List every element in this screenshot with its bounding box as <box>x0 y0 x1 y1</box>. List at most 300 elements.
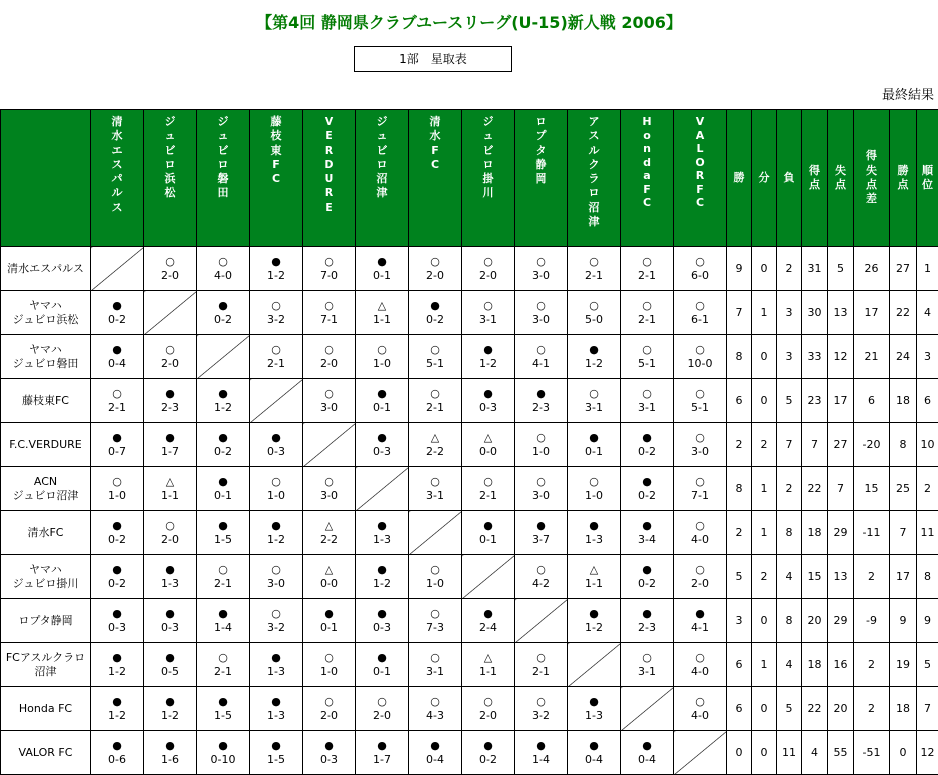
result-mark: ● <box>91 606 143 621</box>
stat-cell: 21 <box>854 335 890 379</box>
stat-cell: 12 <box>917 731 938 775</box>
result-cell <box>409 247 462 291</box>
result-mark: ● <box>144 562 196 577</box>
result-mark: ● <box>621 606 673 621</box>
header-corner <box>1 110 91 247</box>
result-score: 1-6 <box>144 753 196 767</box>
stat-cell: 1 <box>752 511 777 555</box>
stat-cell: 15 <box>802 555 828 599</box>
result-mark: ○ <box>621 650 673 665</box>
result-cell <box>568 555 621 599</box>
stat-cell: 6 <box>727 379 752 423</box>
table-row <box>1 379 938 423</box>
stat-cell: 22 <box>802 687 828 731</box>
result-mark: ○ <box>303 342 355 357</box>
result-score: 1-5 <box>197 709 249 723</box>
result-cell <box>303 467 356 511</box>
stat-cell: 3 <box>777 291 802 335</box>
header-opponent-label: ジュビロ浜松 <box>164 115 176 201</box>
result-score: 2-1 <box>568 269 620 283</box>
result-score: 2-2 <box>409 445 461 459</box>
result-mark: ● <box>91 738 143 753</box>
result-cell <box>674 687 727 731</box>
stat-cell: 7 <box>890 511 917 555</box>
result-score: 1-2 <box>250 533 302 547</box>
stat-cell: 15 <box>854 467 890 511</box>
result-score: 3-0 <box>674 445 726 459</box>
result-mark: ● <box>250 430 302 445</box>
result-score: 1-3 <box>568 709 620 723</box>
result-mark: ○ <box>515 342 567 357</box>
header-stat-3 <box>777 110 802 247</box>
result-cell <box>250 291 303 335</box>
result-score: 3-0 <box>303 401 355 415</box>
result-mark: ● <box>197 474 249 489</box>
result-mark: ○ <box>621 386 673 401</box>
result-cell <box>674 555 727 599</box>
stat-cell: 1 <box>752 643 777 687</box>
result-score: 2-0 <box>303 357 355 371</box>
result-mark: ● <box>515 518 567 533</box>
result-cell <box>144 511 197 555</box>
stat-cell: 4 <box>917 291 938 335</box>
result-mark: ○ <box>621 298 673 313</box>
result-score: 0-4 <box>568 753 620 767</box>
result-mark: ● <box>621 562 673 577</box>
result-score: 1-0 <box>568 489 620 503</box>
result-mark: ○ <box>303 298 355 313</box>
result-cell <box>674 511 727 555</box>
result-mark: ○ <box>674 694 726 709</box>
result-cell <box>303 511 356 555</box>
result-score: 7-1 <box>303 313 355 327</box>
stat-cell: 5 <box>777 379 802 423</box>
self-match-cell <box>621 687 674 731</box>
stat-cell: 8 <box>727 467 752 511</box>
result-mark: ● <box>462 738 514 753</box>
result-cell <box>303 291 356 335</box>
result-score: 3-1 <box>409 489 461 503</box>
result-mark: ○ <box>250 298 302 313</box>
stat-cell: 5 <box>727 555 752 599</box>
result-cell <box>515 379 568 423</box>
result-mark: ● <box>197 606 249 621</box>
result-cell <box>197 291 250 335</box>
result-mark: ● <box>197 738 249 753</box>
header-stat-label: 得失点差 <box>866 149 878 206</box>
result-cell <box>515 555 568 599</box>
stat-cell: 8 <box>917 555 938 599</box>
result-score: 1-2 <box>356 577 408 591</box>
stat-cell: 4 <box>777 555 802 599</box>
result-score: 0-2 <box>462 753 514 767</box>
result-cell <box>197 687 250 731</box>
result-mark: ● <box>144 430 196 445</box>
result-mark: ● <box>356 430 408 445</box>
result-mark: ● <box>303 738 355 753</box>
table-row <box>1 687 938 731</box>
result-cell <box>250 247 303 291</box>
result-score: 1-7 <box>144 445 196 459</box>
result-score: 1-2 <box>568 357 620 371</box>
result-cell <box>674 423 727 467</box>
result-cell <box>568 379 621 423</box>
header-stat-2 <box>752 110 777 247</box>
result-mark: ● <box>250 694 302 709</box>
result-score: 0-1 <box>568 445 620 459</box>
result-score: 4-0 <box>197 269 249 283</box>
team-name-line: 沼津 <box>3 665 88 679</box>
table-row <box>1 335 938 379</box>
result-cell <box>250 687 303 731</box>
result-score: 2-0 <box>144 269 196 283</box>
result-score: 3-2 <box>250 621 302 635</box>
header-opponent-label: ジュビロ掛川 <box>482 115 494 201</box>
result-mark: ● <box>197 518 249 533</box>
stat-cell: 1 <box>917 247 938 291</box>
result-mark: ● <box>356 606 408 621</box>
team-name-cell <box>1 643 91 687</box>
result-cell <box>409 335 462 379</box>
result-score: 3-1 <box>621 665 673 679</box>
result-mark: ● <box>621 738 673 753</box>
result-cell <box>356 247 409 291</box>
table-row <box>1 643 938 687</box>
result-score: 2-0 <box>409 269 461 283</box>
team-name-line: ヤマハ <box>3 299 88 313</box>
result-cell <box>515 423 568 467</box>
result-score: 1-1 <box>356 313 408 327</box>
result-cell <box>674 467 727 511</box>
header-opponent-9 <box>515 110 568 247</box>
result-score: 1-4 <box>515 753 567 767</box>
result-mark: ● <box>303 606 355 621</box>
team-name-line: ジュビロ掛川 <box>3 577 88 591</box>
result-score: 1-1 <box>462 665 514 679</box>
result-mark: ○ <box>409 650 461 665</box>
result-cell <box>356 335 409 379</box>
stat-cell: 0 <box>752 335 777 379</box>
header-stat-1 <box>727 110 752 247</box>
result-cell <box>515 643 568 687</box>
result-cell <box>144 555 197 599</box>
header-opponent-2 <box>144 110 197 247</box>
stat-cell: 19 <box>890 643 917 687</box>
result-mark: ○ <box>409 342 461 357</box>
result-cell <box>303 247 356 291</box>
stat-cell: 2 <box>727 511 752 555</box>
self-match-cell <box>409 511 462 555</box>
result-score: 1-2 <box>462 357 514 371</box>
result-mark: ○ <box>462 298 514 313</box>
result-score: 0-6 <box>91 753 143 767</box>
result-score: 2-1 <box>250 357 302 371</box>
result-cell <box>462 291 515 335</box>
result-cell <box>568 291 621 335</box>
result-mark: ● <box>462 518 514 533</box>
result-score: 0-2 <box>91 577 143 591</box>
result-cell <box>515 687 568 731</box>
stat-cell: 17 <box>828 379 854 423</box>
result-cell <box>356 687 409 731</box>
result-mark: ● <box>250 518 302 533</box>
header-opponent-label: アスルクラロ沼津 <box>588 115 600 229</box>
result-score: 1-5 <box>250 753 302 767</box>
result-score: 1-1 <box>568 577 620 591</box>
result-score: 0-1 <box>303 621 355 635</box>
result-mark: ○ <box>409 386 461 401</box>
result-cell <box>515 511 568 555</box>
team-name-cell <box>1 511 91 555</box>
result-mark: ● <box>356 738 408 753</box>
result-cell <box>621 599 674 643</box>
team-name-line: ジュビロ磐田 <box>3 357 88 371</box>
result-score: 0-3 <box>356 445 408 459</box>
header-stat-4 <box>802 110 828 247</box>
result-score: 0-0 <box>303 577 355 591</box>
team-name-line: Honda FC <box>3 702 88 716</box>
standings-table <box>0 109 938 775</box>
team-name-line: ジュビロ浜松 <box>3 313 88 327</box>
result-score: 4-2 <box>515 577 567 591</box>
result-cell <box>91 423 144 467</box>
result-mark: △ <box>462 430 514 445</box>
result-mark: ○ <box>303 694 355 709</box>
stat-cell: 3 <box>727 599 752 643</box>
result-cell <box>674 599 727 643</box>
result-score: 3-0 <box>515 313 567 327</box>
result-mark: ● <box>568 342 620 357</box>
result-cell <box>409 599 462 643</box>
result-cell <box>621 335 674 379</box>
stat-cell: 6 <box>917 379 938 423</box>
result-score: 6-0 <box>674 269 726 283</box>
result-score: 0-3 <box>303 753 355 767</box>
team-name-line: F.C.VERDURE <box>3 438 88 452</box>
result-cell <box>568 247 621 291</box>
result-score: 1-0 <box>303 665 355 679</box>
result-mark: ○ <box>462 694 514 709</box>
result-cell <box>197 599 250 643</box>
result-mark: ● <box>356 518 408 533</box>
result-score: 2-1 <box>621 269 673 283</box>
stat-cell: 2 <box>854 687 890 731</box>
result-score: 3-0 <box>515 269 567 283</box>
result-mark: ● <box>91 562 143 577</box>
result-cell <box>621 291 674 335</box>
result-score: 1-3 <box>250 665 302 679</box>
result-cell <box>462 379 515 423</box>
result-mark: ○ <box>621 342 673 357</box>
result-mark: ○ <box>674 562 726 577</box>
result-score: 0-2 <box>409 313 461 327</box>
result-mark: ○ <box>197 650 249 665</box>
stat-cell: 27 <box>890 247 917 291</box>
stat-cell: -20 <box>854 423 890 467</box>
result-mark: ○ <box>144 254 196 269</box>
result-cell <box>91 687 144 731</box>
result-score: 4-0 <box>674 533 726 547</box>
result-score: 2-0 <box>303 709 355 723</box>
result-score: 2-1 <box>409 401 461 415</box>
result-cell <box>91 555 144 599</box>
result-mark: ● <box>197 298 249 313</box>
result-score: 0-3 <box>250 445 302 459</box>
result-cell <box>409 643 462 687</box>
stat-cell: 30 <box>802 291 828 335</box>
header-opponent-6 <box>356 110 409 247</box>
result-cell <box>356 599 409 643</box>
header-stat-label: 順位 <box>922 164 934 193</box>
result-score: 1-3 <box>250 709 302 723</box>
result-mark: ○ <box>568 474 620 489</box>
result-score: 4-0 <box>674 665 726 679</box>
result-cell <box>462 423 515 467</box>
header-stat-8 <box>917 110 938 247</box>
result-cell <box>144 599 197 643</box>
result-cell <box>356 555 409 599</box>
result-mark: ● <box>568 606 620 621</box>
stat-cell: 29 <box>828 511 854 555</box>
result-cell <box>515 291 568 335</box>
table-row <box>1 555 938 599</box>
result-score: 3-1 <box>568 401 620 415</box>
header-opponent-10 <box>568 110 621 247</box>
result-cell <box>356 379 409 423</box>
result-score: 1-2 <box>144 709 196 723</box>
result-mark: ○ <box>409 474 461 489</box>
result-mark: ● <box>91 650 143 665</box>
header-opponent-11 <box>621 110 674 247</box>
result-mark: ○ <box>356 694 408 709</box>
stat-cell: 7 <box>777 423 802 467</box>
result-score: 0-1 <box>356 401 408 415</box>
header-stat-label: 勝 <box>733 171 745 185</box>
result-score: 3-1 <box>409 665 461 679</box>
result-score: 1-2 <box>91 709 143 723</box>
result-mark: ○ <box>568 254 620 269</box>
subtitle-box: 1部 星取表 <box>354 46 512 72</box>
result-score: 0-2 <box>91 313 143 327</box>
result-score: 3-4 <box>621 533 673 547</box>
stat-cell: 55 <box>828 731 854 775</box>
result-mark: ● <box>144 386 196 401</box>
team-name-cell <box>1 423 91 467</box>
stat-cell: -9 <box>854 599 890 643</box>
self-match-cell <box>91 247 144 291</box>
stat-cell: 1 <box>752 467 777 511</box>
result-mark: ○ <box>674 298 726 313</box>
result-cell <box>462 511 515 555</box>
table-row <box>1 467 938 511</box>
result-score: 3-0 <box>303 489 355 503</box>
stat-cell: 1 <box>752 291 777 335</box>
result-mark: △ <box>144 474 196 489</box>
result-cell <box>91 291 144 335</box>
stat-cell: 22 <box>890 291 917 335</box>
stat-cell: 7 <box>727 291 752 335</box>
result-score: 0-1 <box>462 533 514 547</box>
result-score: 3-7 <box>515 533 567 547</box>
result-score: 1-4 <box>197 621 249 635</box>
result-score: 2-0 <box>462 269 514 283</box>
result-mark: ○ <box>515 694 567 709</box>
header-stat-7 <box>890 110 917 247</box>
result-cell <box>409 687 462 731</box>
stat-cell: 10 <box>917 423 938 467</box>
result-score: 0-10 <box>197 753 249 767</box>
stat-cell: 18 <box>890 379 917 423</box>
stat-cell: 11 <box>917 511 938 555</box>
result-score: 1-1 <box>144 489 196 503</box>
result-score: 0-2 <box>91 533 143 547</box>
result-mark: ● <box>674 606 726 621</box>
result-score: 5-1 <box>621 357 673 371</box>
team-name-line: ヤマハ <box>3 563 88 577</box>
stat-cell: 6 <box>727 643 752 687</box>
result-cell <box>356 423 409 467</box>
result-score: 0-2 <box>197 445 249 459</box>
result-score: 2-0 <box>462 709 514 723</box>
team-name-line: ACN <box>3 475 88 489</box>
result-score: 0-0 <box>462 445 514 459</box>
result-mark: ● <box>250 650 302 665</box>
result-cell <box>356 291 409 335</box>
result-score: 1-2 <box>250 269 302 283</box>
result-mark: ○ <box>356 342 408 357</box>
result-mark: ● <box>462 606 514 621</box>
result-cell <box>409 423 462 467</box>
stat-cell: 0 <box>752 379 777 423</box>
result-cell <box>144 379 197 423</box>
stat-cell: 4 <box>777 643 802 687</box>
stat-cell: 4 <box>802 731 828 775</box>
stat-cell: 26 <box>854 247 890 291</box>
result-mark: △ <box>409 430 461 445</box>
result-score: 0-7 <box>91 445 143 459</box>
result-mark: ○ <box>515 430 567 445</box>
result-score: 2-4 <box>462 621 514 635</box>
self-match-cell <box>197 335 250 379</box>
header-stat-label: 分 <box>758 171 770 185</box>
result-mark: ● <box>91 518 143 533</box>
result-cell <box>356 643 409 687</box>
stat-cell: 31 <box>802 247 828 291</box>
result-score: 0-3 <box>462 401 514 415</box>
result-score: 1-5 <box>197 533 249 547</box>
result-mark: ○ <box>515 562 567 577</box>
result-cell <box>568 599 621 643</box>
result-mark: ● <box>621 474 673 489</box>
result-mark: ● <box>568 738 620 753</box>
header-stat-label: 失点 <box>835 164 847 193</box>
stat-cell: 0 <box>752 599 777 643</box>
result-score: 0-3 <box>356 621 408 635</box>
result-cell <box>197 379 250 423</box>
result-mark: ● <box>91 430 143 445</box>
stat-cell: 2 <box>854 555 890 599</box>
result-score: 1-3 <box>568 533 620 547</box>
result-score: 0-1 <box>356 665 408 679</box>
result-score: 4-1 <box>515 357 567 371</box>
stat-cell: 2 <box>854 643 890 687</box>
result-mark: ○ <box>250 474 302 489</box>
result-score: 0-1 <box>356 269 408 283</box>
result-cell <box>568 467 621 511</box>
result-mark: ● <box>91 298 143 313</box>
result-mark: ○ <box>674 474 726 489</box>
result-cell <box>144 687 197 731</box>
